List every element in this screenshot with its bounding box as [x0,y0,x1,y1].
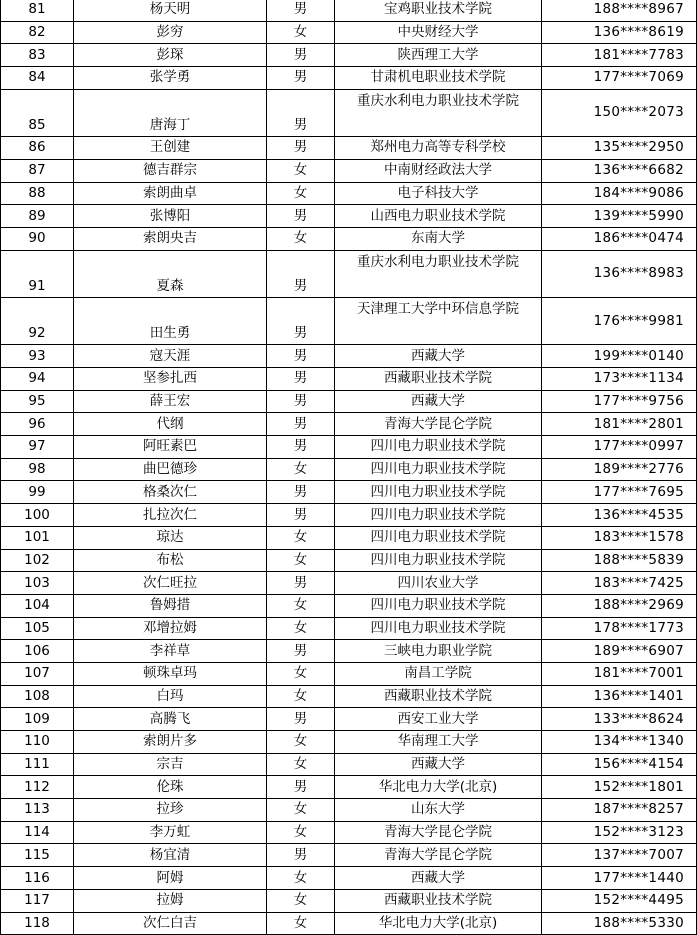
table-row [1,481,697,504]
phone-number: 186****0474 [542,227,697,250]
school-name: 天津理工大学中环信息学院 [335,297,542,344]
student-gender: 男 [267,89,335,136]
row-number: 111 [1,753,74,776]
table-row [1,526,697,549]
table-row [1,844,697,867]
school-name: 四川电力职业技术学院 [335,481,542,504]
row-number: 109 [1,708,74,731]
school-name: 青海大学昆仑学院 [335,844,542,867]
school-name: 南昌工学院 [335,662,542,685]
phone-number: 137****7007 [542,844,697,867]
school-name: 陕西理工大学 [335,44,542,67]
table-row [1,594,697,617]
phone-number: 133****8624 [542,708,697,731]
phone-number: 177****9756 [542,390,697,413]
row-number: 89 [1,205,74,228]
student-name: 彭琛 [74,44,267,67]
row-number: 100 [1,504,74,527]
row-number: 106 [1,640,74,663]
table-row [1,345,697,368]
phone-number: 136****4535 [542,504,697,527]
student-gender: 男 [267,368,335,391]
student-name: 高腾飞 [74,708,267,731]
row-number: 85 [1,89,74,136]
student-gender: 男 [267,413,335,436]
row-number: 93 [1,345,74,368]
student-name: 德吉群宗 [74,159,267,182]
row-number: 94 [1,368,74,391]
school-name: 中央财经大学 [335,21,542,44]
student-gender: 男 [267,250,335,297]
row-number: 97 [1,436,74,459]
student-name: 琼达 [74,526,267,549]
student-name: 伦珠 [74,776,267,799]
phone-number: 188****8967 [542,0,697,21]
phone-number: 184****9086 [542,182,697,205]
student-name: 代纲 [74,413,267,436]
student-gender: 女 [267,753,335,776]
row-number: 114 [1,821,74,844]
phone-number: 177****7069 [542,67,697,90]
student-name: 张博阳 [74,205,267,228]
phone-number: 136****6682 [542,159,697,182]
table-row [1,205,697,228]
row-number: 107 [1,662,74,685]
school-name: 重庆水利电力职业技术学院 [335,89,542,136]
student-name: 李万虹 [74,821,267,844]
school-name: 东南大学 [335,227,542,250]
school-name: 四川电力职业技术学院 [335,594,542,617]
student-gender: 女 [267,549,335,572]
school-name: 西藏职业技术学院 [335,685,542,708]
student-gender: 女 [267,182,335,205]
student-gender: 男 [267,776,335,799]
table-row [1,799,697,822]
student-gender: 男 [267,436,335,459]
table-row [1,685,697,708]
table-row [1,159,697,182]
student-name: 阿旺素巴 [74,436,267,459]
phone-number: 134****1340 [542,731,697,754]
school-name: 西藏职业技术学院 [335,368,542,391]
row-number: 115 [1,844,74,867]
row-number: 88 [1,182,74,205]
student-gender: 女 [267,821,335,844]
student-name: 杨天明 [74,0,267,21]
school-name: 华南理工大学 [335,731,542,754]
row-number: 99 [1,481,74,504]
student-name: 唐海丁 [74,89,267,136]
student-name: 索朗曲卓 [74,182,267,205]
student-name: 拉姆 [74,889,267,912]
phone-number: 173****1134 [542,368,697,391]
phone-number: 189****2776 [542,458,697,481]
table-row [1,708,697,731]
phone-number: 181****7001 [542,662,697,685]
school-name: 宝鸡职业技术学院 [335,0,542,21]
student-gender: 女 [267,685,335,708]
student-gender: 女 [267,227,335,250]
table-row [1,182,697,205]
school-name: 四川电力职业技术学院 [335,549,542,572]
student-name: 鲁姆措 [74,594,267,617]
row-number: 101 [1,526,74,549]
phone-number: 181****7783 [542,44,697,67]
student-name: 阿姆 [74,867,267,890]
school-name: 西藏大学 [335,345,542,368]
table-row [1,549,697,572]
phone-number: 183****1578 [542,526,697,549]
phone-number: 156****4154 [542,753,697,776]
student-name: 宗吉 [74,753,267,776]
phone-number: 189****6907 [542,640,697,663]
row-number: 105 [1,617,74,640]
phone-number: 177****1440 [542,867,697,890]
student-gender: 男 [267,67,335,90]
school-name: 四川电力职业技术学院 [335,436,542,459]
student-name: 邓增拉姆 [74,617,267,640]
school-name: 电子科技大学 [335,182,542,205]
school-name: 西安工业大学 [335,708,542,731]
table-row [1,572,697,595]
student-gender: 男 [267,640,335,663]
phone-number: 177****0997 [542,436,697,459]
student-name: 索朗央吉 [74,227,267,250]
row-number: 108 [1,685,74,708]
student-gender: 男 [267,481,335,504]
school-name: 青海大学昆仑学院 [335,413,542,436]
row-number: 112 [1,776,74,799]
table-row [1,731,697,754]
student-gender: 女 [267,617,335,640]
school-name: 华北电力大学(北京) [335,912,542,935]
row-number: 95 [1,390,74,413]
school-name: 三峡电力职业学院 [335,640,542,663]
student-gender: 男 [267,205,335,228]
table-row [1,137,697,160]
phone-number: 181****2801 [542,413,697,436]
student-name: 寇天涯 [74,345,267,368]
student-gender: 女 [267,889,335,912]
phone-number: 176****9981 [542,297,697,344]
student-table-body [1,0,697,935]
phone-number: 187****8257 [542,799,697,822]
school-name: 山西电力职业技术学院 [335,205,542,228]
student-gender: 女 [267,799,335,822]
table-row [1,753,697,776]
row-number: 110 [1,731,74,754]
student-name: 布松 [74,549,267,572]
school-name: 郑州电力高等专科学校 [335,137,542,160]
row-number: 96 [1,413,74,436]
table-row [1,458,697,481]
table-row [1,413,697,436]
row-number: 118 [1,912,74,935]
student-gender: 男 [267,572,335,595]
table-row [1,889,697,912]
student-name: 田生勇 [74,297,267,344]
student-gender: 男 [267,708,335,731]
table-row [1,617,697,640]
student-name: 索朗片多 [74,731,267,754]
student-name: 夏森 [74,250,267,297]
row-number: 81 [1,0,74,21]
row-number: 102 [1,549,74,572]
table-row [1,44,697,67]
row-number: 87 [1,159,74,182]
phone-number: 150****2073 [542,89,697,136]
table-row [1,640,697,663]
phone-number: 135****2950 [542,137,697,160]
school-name: 西藏大学 [335,753,542,776]
table-row [1,250,697,297]
phone-number: 136****8983 [542,250,697,297]
student-gender: 男 [267,844,335,867]
student-name: 张学勇 [74,67,267,90]
row-number: 103 [1,572,74,595]
table-row [1,227,697,250]
student-gender: 男 [267,345,335,368]
student-name: 拉珍 [74,799,267,822]
student-gender: 女 [267,458,335,481]
student-name: 李祥草 [74,640,267,663]
student-name: 杨宜清 [74,844,267,867]
school-name: 西藏大学 [335,390,542,413]
student-gender: 男 [267,44,335,67]
phone-number: 177****7695 [542,481,697,504]
school-name: 甘肃机电职业技术学院 [335,67,542,90]
student-gender: 男 [267,297,335,344]
row-number: 84 [1,67,74,90]
row-number: 98 [1,458,74,481]
table-row [1,821,697,844]
row-number: 86 [1,137,74,160]
student-name: 彭穷 [74,21,267,44]
student-gender: 女 [267,594,335,617]
table-row [1,368,697,391]
phone-number: 199****0140 [542,345,697,368]
school-name: 山东大学 [335,799,542,822]
student-name: 格桑次仁 [74,481,267,504]
student-gender: 男 [267,137,335,160]
table-row [1,67,697,90]
student-name: 白玛 [74,685,267,708]
student-gender: 女 [267,21,335,44]
table-row [1,504,697,527]
school-name: 四川电力职业技术学院 [335,504,542,527]
student-gender: 女 [267,526,335,549]
row-number: 113 [1,799,74,822]
student-name: 曲巴德珍 [74,458,267,481]
phone-number: 152****4495 [542,889,697,912]
table-row [1,21,697,44]
school-name: 青海大学昆仑学院 [335,821,542,844]
student-name: 王创建 [74,137,267,160]
table-row [1,89,697,136]
school-name: 重庆水利电力职业技术学院 [335,250,542,297]
school-name: 西藏职业技术学院 [335,889,542,912]
student-gender: 女 [267,867,335,890]
table-row [1,912,697,935]
table-row [1,436,697,459]
row-number: 91 [1,250,74,297]
table-row [1,867,697,890]
phone-number: 188****2969 [542,594,697,617]
student-name: 扎拉次仁 [74,504,267,527]
student-name: 次仁白吉 [74,912,267,935]
student-name: 次仁旺拉 [74,572,267,595]
student-name: 顿珠卓玛 [74,662,267,685]
row-number: 116 [1,867,74,890]
student-gender: 女 [267,731,335,754]
row-number: 83 [1,44,74,67]
student-name: 薛王宏 [74,390,267,413]
student-gender: 男 [267,504,335,527]
student-gender: 女 [267,159,335,182]
table-row [1,297,697,344]
school-name: 四川农业大学 [335,572,542,595]
table-row [1,662,697,685]
school-name: 四川电力职业技术学院 [335,617,542,640]
table-row [1,390,697,413]
phone-number: 136****8619 [542,21,697,44]
row-number: 92 [1,297,74,344]
school-name: 华北电力大学(北京) [335,776,542,799]
school-name: 四川电力职业技术学院 [335,458,542,481]
phone-number: 188****5839 [542,549,697,572]
school-name: 四川电力职业技术学院 [335,526,542,549]
phone-number: 183****7425 [542,572,697,595]
student-gender: 男 [267,0,335,21]
row-number: 82 [1,21,74,44]
school-name: 西藏大学 [335,867,542,890]
row-number: 90 [1,227,74,250]
phone-number: 139****5990 [542,205,697,228]
phone-number: 152****1801 [542,776,697,799]
phone-number: 152****3123 [542,821,697,844]
row-number: 117 [1,889,74,912]
school-name: 中南财经政法大学 [335,159,542,182]
student-name: 坚参扎西 [74,368,267,391]
row-number: 104 [1,594,74,617]
phone-number: 136****1401 [542,685,697,708]
student-gender: 女 [267,662,335,685]
student-gender: 男 [267,390,335,413]
student-gender: 女 [267,912,335,935]
phone-number: 188****5330 [542,912,697,935]
table-row [1,0,697,21]
table-row [1,776,697,799]
phone-number: 178****1773 [542,617,697,640]
